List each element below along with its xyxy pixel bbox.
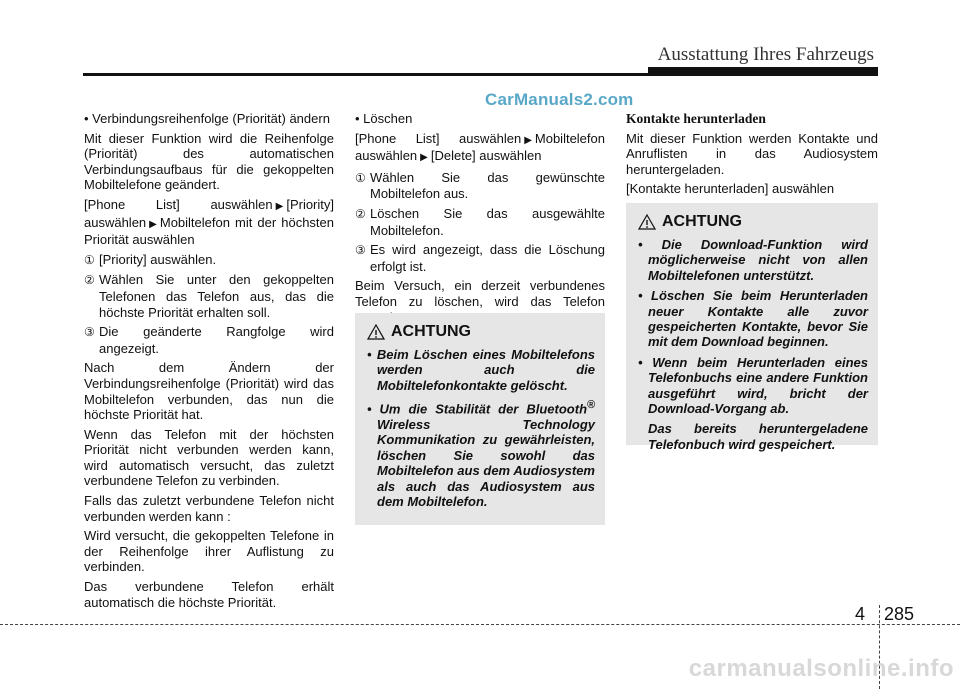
section-heading: Kontakte herunterladen bbox=[626, 111, 766, 126]
paragraph: Wenn das Telefon mit der höchsten Priorität nicht verbunden werden kann, wird automatisch versucht, das zuletzt verbundene Telefon zu verbinden. bbox=[84, 426, 334, 489]
watermark-carmanuals2: CarManuals2.com bbox=[485, 90, 634, 109]
paragraph: Das verbundene Telefon erhält automatisch die höchste Priorität. bbox=[84, 579, 334, 610]
warning-triangle-icon bbox=[638, 214, 656, 230]
caution-item: • Die Download-Funktion wird möglicherweise nicht von allen Mobiltelefonen unterstützt. bbox=[638, 237, 868, 283]
footer-rule bbox=[0, 624, 960, 625]
caution-item: • Wenn beim Herunterladen eines Telefonbuchs eine andere Funktion ausgeführt wird, bricht der Download-Vorgang ab. bbox=[638, 354, 868, 417]
watermark-carmanualsonline: carmanualsonline.info bbox=[688, 655, 954, 682]
arrow-right-icon: ▶ bbox=[149, 218, 157, 230]
step-2: ② Wählen Sie unter den gekoppelten Telefonen das Telefon aus, das die höchste Priorität erhalten soll. bbox=[84, 272, 334, 320]
arrow-right-icon: ▶ bbox=[420, 152, 428, 164]
caution-item: • Um die Stabilität der Bluetooth® Wireless Technology Kommunikation zu gewährleisten, löschen Sie sowohl das Mobiltelefon aus dem Audiosystem als auch das Audiosystem aus dem Mobiltelefon. bbox=[367, 399, 595, 509]
paragraph: Falls das zuletzt verbundene Telefon nicht verbunden werden kann : bbox=[84, 493, 334, 524]
step-2: ② Löschen Sie das ausgewählte Mobiltelefon. bbox=[355, 205, 605, 238]
paragraph: Nach dem Ändern der Verbindungsreihenfolge (Priorität) wird das Mobiltelefon verbunden, das nun die höchste Priorität hat. bbox=[84, 360, 334, 423]
arrow-right-icon: ▶ bbox=[275, 200, 284, 212]
caution-box-download bbox=[626, 203, 878, 452]
bullet-delete: • Löschen bbox=[355, 111, 413, 126]
column-2 bbox=[355, 111, 605, 329]
paragraph: [Kontakte herunterladen] auswählen bbox=[626, 181, 835, 197]
paragraph: Mit dieser Funktion wird die Reihenfolge (Priorität) des automatischen Verbindungsaufbaus für die gekoppelten Mobiltelefone geändert. bbox=[84, 130, 334, 193]
caution-item: • Beim Löschen eines Mobiltelefons werden auch die Mobiltelefonkontakte gelöscht. bbox=[367, 347, 595, 393]
bullet-priority: • Verbindungsreihenfolge (Priorität) ändern bbox=[84, 111, 330, 126]
header-accent-bar bbox=[648, 67, 878, 76]
step-1: ① Wählen Sie das gewünschte Mobiltelefon aus. bbox=[355, 169, 605, 202]
step-1: ① [Priority] auswählen. bbox=[84, 251, 217, 267]
caution-note: Das bereits heruntergeladene Telefonbuch wird gespeichert. bbox=[648, 421, 868, 452]
step-3: ③ Die geänderte Rangfolge wird angezeigt. bbox=[84, 324, 334, 356]
arrow-right-icon: ▶ bbox=[524, 134, 532, 146]
paragraph: Beim Versuch, ein derzeit verbundenes Telefon zu löschen, wird das Telefon bbox=[355, 278, 605, 309]
column-1 bbox=[84, 111, 334, 614]
caution-item: • Löschen Sie beim Herunterladen neuer Kontakte alle zuvor gespeicherten Kontakte, bevor Sie mit dem Download beginnen. bbox=[638, 288, 868, 350]
step-3: ③ Es wird angezeigt, dass die Löschung erfolgt ist. bbox=[355, 242, 605, 274]
chapter-number: 4 bbox=[855, 604, 866, 624]
page-number: 285 bbox=[884, 604, 915, 624]
paragraph: Wird versucht, die gekoppelten Telefone in der Reihenfolge ihrer Auflistung zu verbinden. bbox=[84, 528, 334, 575]
paragraph: Mit dieser Funktion werden Kontakte und Anruflisten in das Audiosystem heruntergeladen. bbox=[626, 130, 878, 177]
caution-title: ACHTUNG bbox=[367, 323, 595, 341]
caution-title: ACHTUNG bbox=[638, 213, 868, 231]
column-3 bbox=[626, 111, 878, 201]
warning-triangle-icon bbox=[367, 324, 385, 340]
page-header-title: Ausstattung Ihres Fahrzeugs bbox=[657, 44, 874, 65]
menu-path: [Phone List] auswählen ▶ Mobiltelefon auswählen ▶ [Delete] auswählen bbox=[355, 131, 605, 166]
menu-path: [Phone List] auswählen ▶ [Priority] auswählen ▶ Mobiltelefon mit der höchsten Priorität auswählen bbox=[84, 196, 334, 248]
caution-box-delete bbox=[355, 313, 605, 525]
